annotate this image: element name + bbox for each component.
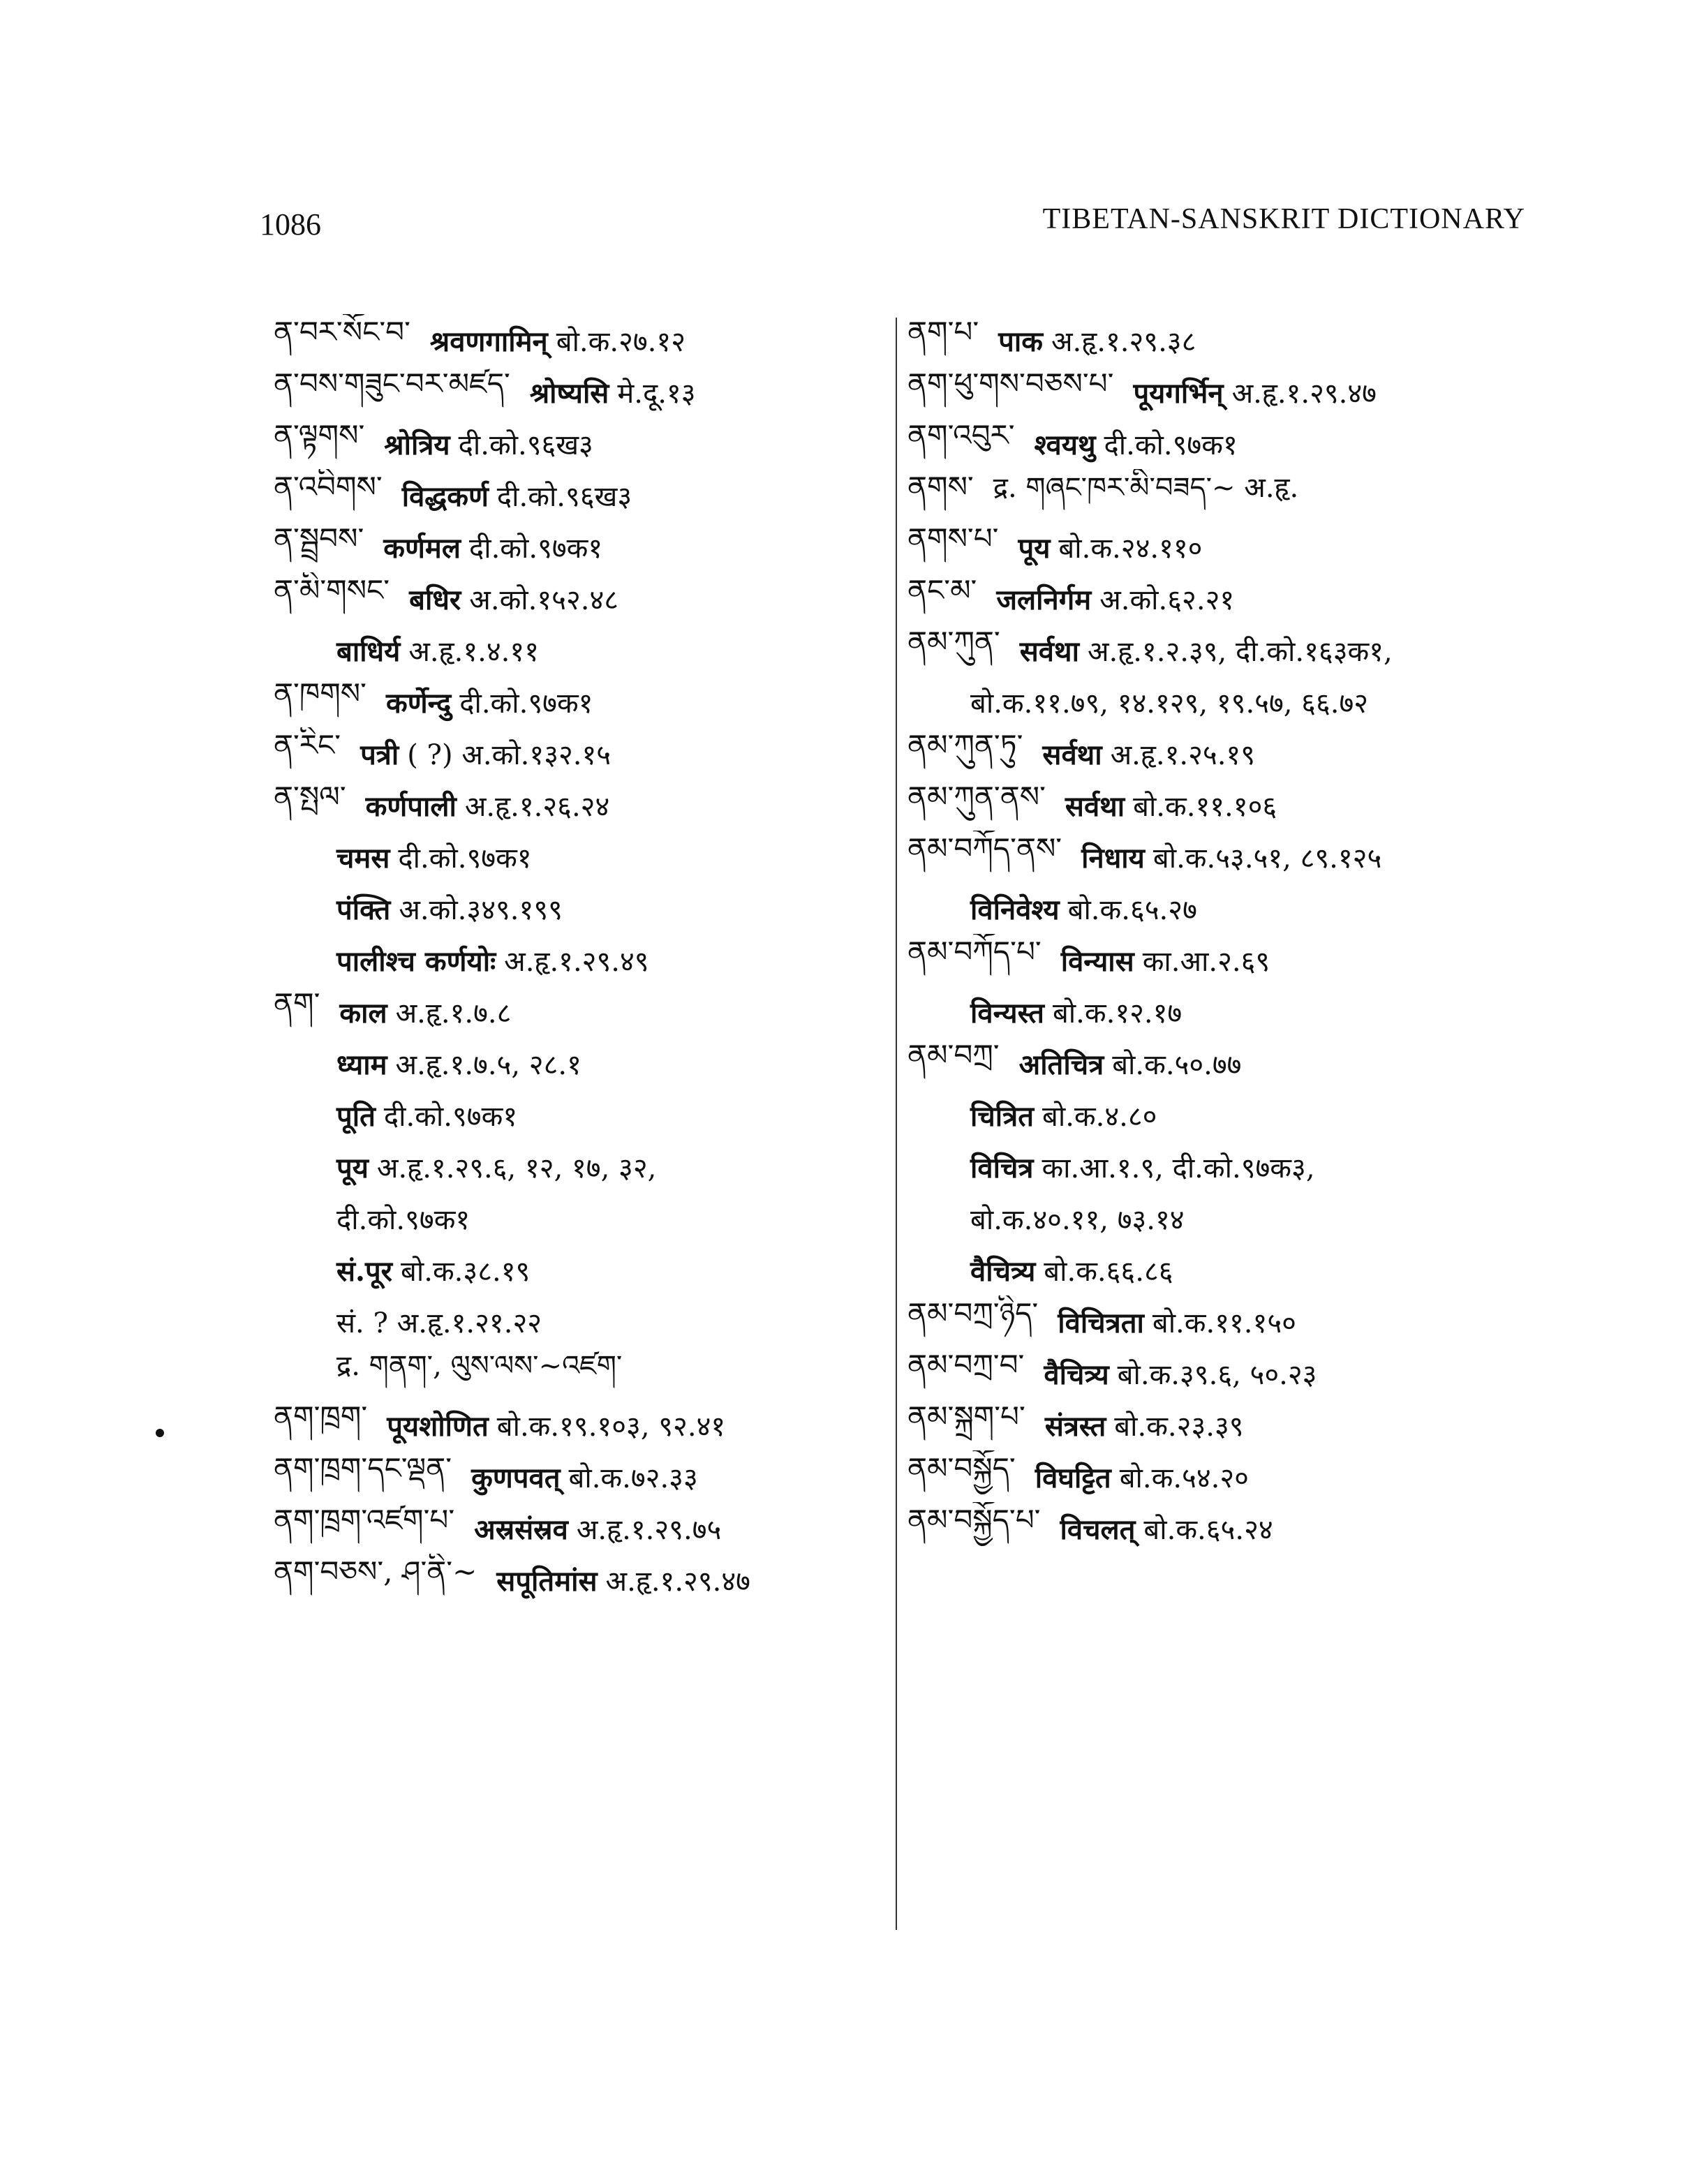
tibetan-headword: ནམ་བཀོད་པ་ bbox=[907, 934, 1042, 969]
source-reference: मे.दू.१३ bbox=[617, 377, 696, 410]
sanskrit-equivalent: संत्रस्त bbox=[1044, 1409, 1106, 1443]
dictionary-entry bbox=[274, 882, 888, 934]
sanskrit-equivalent: वैचित्र्य bbox=[970, 1254, 1036, 1288]
dictionary-entry bbox=[907, 572, 1536, 624]
tibetan-headword: ནག་བཅས་, ཤ་ནི་~ bbox=[274, 1554, 477, 1589]
dictionary-entry bbox=[907, 1399, 1536, 1450]
source-reference: बो.क.३८.१९ bbox=[401, 1255, 531, 1288]
left-column bbox=[274, 314, 888, 1605]
tibetan-headword: ན་བར་སོང་བ་ bbox=[274, 314, 410, 349]
source-reference: बो.क.६५.२७ bbox=[1067, 893, 1197, 926]
dictionary-entry bbox=[907, 1295, 1536, 1347]
tibetan-headword: ན་སྦྲབས་ bbox=[274, 521, 364, 556]
sanskrit-equivalent: जलनिर्गम bbox=[996, 583, 1092, 616]
source-reference: बो.क.११.७९, १४.१२९, १९.५७, ६६.७२ bbox=[970, 687, 1369, 720]
tibetan-headword: ནམ་ཀུན་ bbox=[907, 624, 1000, 659]
dictionary-entry bbox=[907, 521, 1536, 572]
sanskrit-equivalent: ध्याम bbox=[336, 1048, 387, 1081]
source-reference: सं. ? अ.हृ.१.२१.२२ bbox=[336, 1307, 542, 1339]
tibetan-headword: ནམ་བསྐྱོད་པ་ bbox=[907, 1502, 1041, 1537]
dictionary-entry bbox=[274, 1244, 888, 1295]
dictionary-entry bbox=[907, 727, 1536, 779]
source-reference: दी.को.९७क१ bbox=[1104, 429, 1238, 461]
dictionary-entry bbox=[907, 676, 1536, 727]
tibetan-headword: ནང་མ་ bbox=[907, 572, 977, 607]
sanskrit-equivalent: विद्धकर्ण bbox=[401, 480, 489, 513]
sanskrit-equivalent: पूय bbox=[336, 1151, 369, 1184]
source-reference: ( ?) अ.को.१३२.१५ bbox=[407, 738, 611, 771]
tibetan-headword: ནམ་སྐྲག་པ་ bbox=[907, 1399, 1025, 1434]
source-reference: बो.क.११.१५० bbox=[1152, 1307, 1296, 1339]
source-reference: अ.को.६२.२१ bbox=[1099, 584, 1235, 616]
dictionary-entry bbox=[274, 986, 888, 1037]
dictionary-entry bbox=[274, 676, 888, 727]
tibetan-headword: ནམ་ཀུན་ཏུ་ bbox=[907, 727, 1023, 762]
dictionary-entry bbox=[907, 624, 1536, 676]
dictionary-entry bbox=[274, 1502, 888, 1554]
sanskrit-equivalent: कुणपवत् bbox=[471, 1461, 561, 1494]
dictionary-entry bbox=[907, 1192, 1536, 1244]
sanskrit-equivalent: पाक bbox=[998, 325, 1043, 358]
tibetan-headword: ནགས་པ་ bbox=[907, 521, 999, 556]
source-reference: अ.हृ.१.४.११ bbox=[408, 635, 539, 668]
source-reference: बो.क.६५.२४ bbox=[1143, 1513, 1273, 1546]
dictionary-entry bbox=[274, 469, 888, 521]
dictionary-entry bbox=[907, 314, 1536, 366]
dictionary-entry bbox=[907, 986, 1536, 1037]
sanskrit-equivalent: सर्वथा bbox=[1019, 634, 1079, 668]
sanskrit-equivalent: कर्णपाली bbox=[365, 789, 457, 823]
source-reference: दी.को.९६ख३ bbox=[496, 480, 632, 513]
tibetan-headword: ནམ་བསྐྱོད་ bbox=[907, 1450, 1016, 1485]
tibetan-headword: ནག་ཁྲག་ bbox=[274, 1399, 368, 1434]
sanskrit-equivalent: पूयशोणित bbox=[387, 1409, 489, 1443]
dictionary-entry bbox=[907, 779, 1536, 831]
dictionary-entry bbox=[907, 1450, 1536, 1502]
tibetan-headword: ནག་པ་ bbox=[907, 314, 979, 349]
dictionary-entry bbox=[274, 1037, 888, 1089]
tibetan-headword: ནག་འབུར་ bbox=[907, 417, 1015, 452]
sanskrit-equivalent: काल bbox=[339, 996, 387, 1030]
sanskrit-equivalent: श्रोष्यसि bbox=[529, 376, 609, 410]
sanskrit-equivalent: वैचित्र्य bbox=[1044, 1358, 1109, 1391]
sanskrit-equivalent: बाधिर्य bbox=[336, 634, 401, 668]
source-reference: बो.क.५३.५१, ८९.१२५ bbox=[1152, 842, 1382, 875]
dictionary-entry bbox=[907, 366, 1536, 417]
sanskrit-equivalent: चित्रित bbox=[970, 1099, 1034, 1133]
tibetan-headword: ནག་ཁྲག་དང་ལྡན་ bbox=[274, 1450, 452, 1485]
source-reference: का.आ.२.६९ bbox=[1142, 945, 1270, 978]
tibetan-headword: ནག་ཁྲག་འཛག་པ་ bbox=[274, 1502, 455, 1537]
sanskrit-equivalent: सपूतिमांस bbox=[496, 1564, 598, 1598]
dictionary-entry bbox=[907, 1089, 1536, 1141]
source-reference: बो.क.११.१०६ bbox=[1133, 790, 1277, 823]
dictionary-entry bbox=[274, 1399, 888, 1450]
source-reference: बो.क.२७.१२ bbox=[556, 325, 685, 358]
sanskrit-equivalent: विन्यास bbox=[1060, 944, 1134, 978]
source-reference: दी.को.९७क१ bbox=[336, 1203, 470, 1236]
dictionary-entry bbox=[274, 1347, 888, 1399]
sanskrit-equivalent: पंक्ति bbox=[336, 893, 391, 926]
sanskrit-equivalent: पूयगर्भिन् bbox=[1133, 376, 1224, 410]
source-reference: बो.क.२३.३९ bbox=[1114, 1410, 1244, 1443]
dictionary-entry bbox=[907, 469, 1536, 521]
source-reference: अ.हृ.१.२५.१९ bbox=[1110, 738, 1256, 771]
source-reference: बो.क.५०.७७ bbox=[1112, 1048, 1242, 1081]
source-reference: बो.क.१९.१०३, ९२.४१ bbox=[496, 1410, 726, 1443]
tibetan-headword: ན་མི་གསང་ bbox=[274, 572, 390, 607]
sanskrit-equivalent: पत्री bbox=[360, 738, 399, 771]
running-head: TIBETAN-SANSKRIT DICTIONARY bbox=[1042, 203, 1525, 235]
sanskrit-equivalent: श्वयथु bbox=[1034, 428, 1096, 461]
dictionary-entry bbox=[907, 1502, 1536, 1554]
sanskrit-equivalent: कर्णेन्दु bbox=[385, 686, 452, 720]
sanskrit-equivalent: विघट्टित bbox=[1035, 1461, 1111, 1494]
column-divider bbox=[896, 318, 897, 1930]
sanskrit-equivalent: विचलत् bbox=[1060, 1513, 1136, 1546]
dictionary-entry bbox=[274, 727, 888, 779]
tibetan-headword: ན་ཁགས་ bbox=[274, 676, 366, 711]
source-reference: अ.को.३४९.१९९ bbox=[399, 893, 563, 926]
source-reference: का.आ.१.९, दी.को.९७क३, bbox=[1042, 1152, 1315, 1184]
tibetan-headword: ནགས་ bbox=[907, 469, 974, 504]
stray-dot-mark bbox=[156, 1429, 164, 1437]
sanskrit-equivalent: विचित्रता bbox=[1058, 1306, 1144, 1339]
sanskrit-equivalent: सर्वथा bbox=[1042, 738, 1102, 771]
source-reference: दी.को.९६ख३ bbox=[458, 429, 593, 461]
source-reference: बो.क.५४.२० bbox=[1119, 1462, 1249, 1494]
dictionary-entry bbox=[274, 831, 888, 882]
source-reference: बो.क.४०.११, ७३.१४ bbox=[970, 1203, 1185, 1236]
source-reference: बो.क.१२.१७ bbox=[1052, 997, 1183, 1030]
dictionary-entry bbox=[274, 779, 888, 831]
dictionary-entry bbox=[274, 624, 888, 676]
tibetan-headword: ནམ་བཀྲ་བ་ bbox=[907, 1347, 1025, 1382]
dictionary-entry bbox=[907, 934, 1536, 986]
source-reference: बो.क.२४.११० bbox=[1058, 532, 1203, 565]
sanskrit-equivalent: पूय bbox=[1018, 531, 1051, 565]
source-reference: बो.क.६६.८६ bbox=[1044, 1255, 1173, 1288]
sanskrit-equivalent: चमस bbox=[336, 841, 390, 875]
dictionary-entry bbox=[907, 417, 1536, 469]
sanskrit-equivalent: बधिर bbox=[409, 583, 461, 616]
page-number: 1086 bbox=[260, 207, 321, 242]
tibetan-headword: ནག་ bbox=[274, 986, 320, 1020]
sanskrit-equivalent: विन्यस्त bbox=[970, 996, 1044, 1030]
source-reference: दी.को.९७क१ bbox=[383, 1100, 518, 1133]
dictionary-entry bbox=[274, 314, 888, 366]
tibetan-headword: ན་རིང་ bbox=[274, 727, 341, 762]
source-reference: अ.हृ.१.२९.४९ bbox=[504, 945, 649, 978]
tibetan-headword: ན་བས་གཟུང་བར་མཛད་ bbox=[274, 366, 510, 401]
dictionary-entry bbox=[274, 417, 888, 469]
source-reference: अ.हृ.१.२.३९, दी.को.१६३क१, bbox=[1087, 635, 1393, 668]
tibetan-headword: ནག་ཕུ་གས་བཅས་པ་ bbox=[907, 366, 1114, 401]
source-reference: अ.हृ.१.७.५, २८.१ bbox=[395, 1048, 581, 1081]
source-reference: अ.हृ.१.२९.७५ bbox=[576, 1513, 722, 1546]
source-reference: अ.हृ.१.२९.४७ bbox=[605, 1565, 750, 1598]
sanskrit-equivalent: श्रोत्रिय bbox=[384, 428, 450, 461]
dictionary-entry bbox=[274, 1141, 888, 1192]
dictionary-entry bbox=[274, 1089, 888, 1141]
dictionary-entry bbox=[907, 1244, 1536, 1295]
tibetan-headword: ནམ་བཀྲ་ bbox=[907, 1037, 1000, 1072]
source-reference: द्र. གཞང་ཁར་མི་བཟད་~ अ.हृ. bbox=[993, 471, 1299, 504]
dictionary-entry bbox=[274, 934, 888, 986]
sanskrit-equivalent: अस्रसंस्रव bbox=[474, 1513, 568, 1546]
tibetan-headword: ན་ལྟགས་ bbox=[274, 417, 365, 452]
dictionary-entry bbox=[274, 572, 888, 624]
dictionary-entry bbox=[274, 366, 888, 417]
sanskrit-equivalent: निधाय bbox=[1081, 841, 1145, 875]
sanskrit-equivalent: अतिचित्र bbox=[1018, 1048, 1104, 1081]
tibetan-headword: ནམ་བཀོད་ནས་ bbox=[907, 831, 1062, 866]
source-reference: दी.को.९७क१ bbox=[398, 842, 532, 875]
source-reference: अ.हृ.१.२९.६, १२, १७, ३२, bbox=[376, 1152, 657, 1184]
sanskrit-equivalent: पालीश्च कर्णयोः bbox=[336, 944, 496, 978]
source-reference: अ.हृ.१.२९.३८ bbox=[1051, 325, 1196, 358]
dictionary-entry bbox=[907, 1347, 1536, 1399]
dictionary-entry bbox=[907, 882, 1536, 934]
source-reference: अ.हृ.१.२६.२४ bbox=[464, 790, 610, 823]
dictionary-entry bbox=[907, 1037, 1536, 1089]
sanskrit-equivalent: सं.पूर bbox=[336, 1254, 393, 1288]
tibetan-headword: ན་འབིགས་ bbox=[274, 469, 383, 504]
source-reference: दी.को.९७क१ bbox=[459, 687, 593, 720]
sanskrit-equivalent: विनिवेश्य bbox=[970, 893, 1060, 926]
source-reference: अ.हृ.१.७.८ bbox=[395, 997, 512, 1030]
sanskrit-equivalent: कर्णमल bbox=[383, 531, 461, 565]
source-reference: द्र. གནག་, ལུས་ལས་~འཛག་ bbox=[336, 1349, 623, 1382]
right-column bbox=[907, 314, 1536, 1554]
source-reference: अ.को.१५२.४८ bbox=[469, 584, 619, 616]
dictionary-entry bbox=[274, 1192, 888, 1244]
sanskrit-equivalent: सर्वथा bbox=[1065, 789, 1125, 823]
source-reference: बो.क.३९.६, ५०.२३ bbox=[1117, 1358, 1317, 1391]
dictionary-entry bbox=[274, 1295, 888, 1347]
sanskrit-equivalent: श्रवणगामिन् bbox=[429, 325, 548, 358]
dictionary-entry bbox=[274, 1450, 888, 1502]
dictionary-entry bbox=[907, 831, 1536, 882]
sanskrit-equivalent: विचित्र bbox=[970, 1151, 1034, 1184]
dictionary-entry bbox=[274, 521, 888, 572]
source-reference: अ.हृ.१.२९.४७ bbox=[1231, 377, 1377, 410]
tibetan-headword: ནམ་ཀུན་ནས་ bbox=[907, 779, 1046, 814]
tibetan-headword: ནམ་བཀྲ་ཉིད་ bbox=[907, 1295, 1039, 1330]
source-reference: बो.क.४.८० bbox=[1042, 1100, 1157, 1133]
source-reference: दी.को.९७क१ bbox=[468, 532, 603, 565]
sanskrit-equivalent: पूति bbox=[336, 1099, 376, 1133]
tibetan-headword: ན་སྤལ་ bbox=[274, 779, 346, 814]
source-reference: बो.क.७२.३३ bbox=[568, 1462, 698, 1494]
dictionary-entry bbox=[274, 1554, 888, 1605]
dictionary-entry bbox=[907, 1141, 1536, 1192]
